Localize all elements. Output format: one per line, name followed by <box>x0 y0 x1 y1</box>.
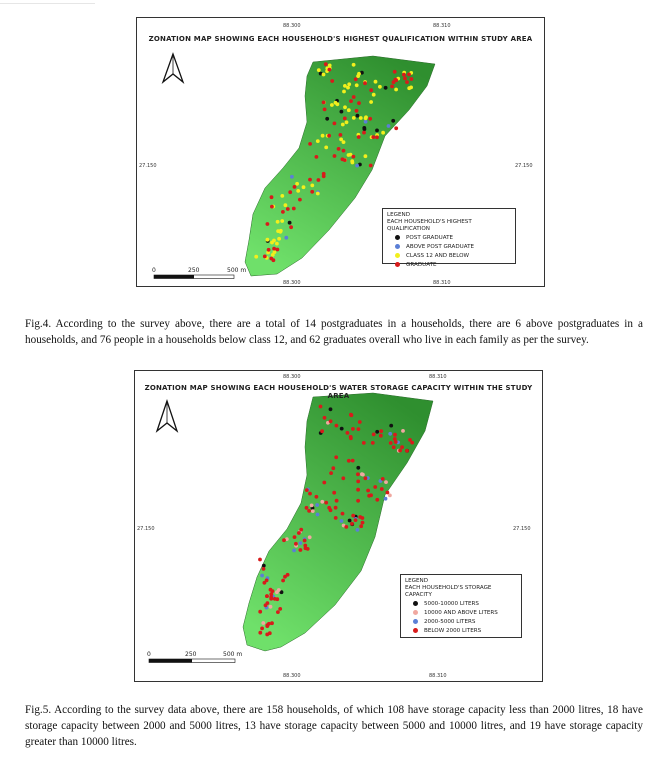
household-point <box>282 538 286 542</box>
household-point <box>278 607 282 611</box>
household-point <box>374 80 378 84</box>
household-point <box>369 164 373 168</box>
coord-top-left: 88.300 <box>283 374 301 380</box>
household-point <box>316 139 320 143</box>
household-point <box>341 123 345 127</box>
household-point <box>269 257 273 261</box>
coord-right: 27.150 <box>515 163 533 169</box>
household-point <box>357 101 361 105</box>
household-point <box>351 514 355 518</box>
household-point <box>409 86 413 90</box>
household-point <box>348 519 352 523</box>
household-point <box>271 253 275 257</box>
household-point <box>315 495 319 499</box>
figure4-map <box>136 17 545 287</box>
household-point <box>320 500 324 504</box>
scale-label-0: 0 <box>152 267 156 274</box>
household-point <box>364 154 368 158</box>
household-point <box>322 172 326 176</box>
household-point <box>368 117 372 121</box>
household-point <box>262 567 266 571</box>
household-point <box>304 546 308 550</box>
household-point <box>346 431 350 435</box>
coord-top-right: 88.310 <box>433 23 451 29</box>
scale-bar <box>149 659 235 663</box>
household-point <box>347 459 351 463</box>
household-point <box>286 573 290 577</box>
legend-item: 2000-5000 LITERS <box>405 617 517 626</box>
household-point <box>375 129 379 133</box>
household-point <box>369 88 373 92</box>
household-point <box>405 80 409 84</box>
household-point <box>324 62 328 66</box>
household-point <box>266 222 270 226</box>
household-point <box>351 459 355 463</box>
household-point <box>340 519 344 523</box>
household-point <box>299 528 303 532</box>
household-point <box>270 195 274 199</box>
household-point <box>334 516 338 520</box>
household-point <box>355 109 359 113</box>
household-point <box>356 488 360 492</box>
household-point <box>292 549 296 553</box>
household-point <box>384 86 388 90</box>
household-point <box>335 424 339 428</box>
legend-item: 10000 AND ABOVE LITERS <box>405 608 517 617</box>
map-legend <box>382 208 516 268</box>
household-point <box>350 522 354 526</box>
household-point <box>375 430 379 434</box>
household-point <box>272 239 276 243</box>
household-point <box>265 624 269 628</box>
household-point <box>269 595 273 599</box>
household-point <box>311 509 315 513</box>
household-point <box>275 597 279 601</box>
household-point <box>308 178 312 182</box>
household-point <box>371 441 375 445</box>
household-point <box>408 438 412 442</box>
household-point <box>393 433 397 437</box>
household-point <box>344 525 348 529</box>
household-point <box>375 498 379 502</box>
legend-heading: LEGEND <box>405 578 429 584</box>
household-point <box>342 90 346 94</box>
household-point <box>392 445 396 449</box>
household-point <box>371 135 375 139</box>
scale-label-500: 500 m <box>223 651 243 658</box>
household-point <box>322 73 326 77</box>
household-point <box>356 114 360 118</box>
household-point <box>394 440 398 444</box>
household-point <box>372 93 376 97</box>
household-point <box>347 82 351 86</box>
household-point <box>394 78 398 82</box>
household-point <box>308 492 312 496</box>
figure5-caption: Fig.5. According to the survey data above, there are 158 households, of which 108 have storage capacity less than 2000 litres, 18 have storage capacity between 2000 and 5000 litres, 13 have storage capacity between 5000 and 10000 litres, and 19 have storage capacity greater than 10000 litres. <box>25 704 643 748</box>
legend-item: CLASS 12 AND BELOW <box>387 251 511 260</box>
household-point <box>328 68 332 72</box>
household-point <box>361 521 365 525</box>
household-point <box>275 590 279 594</box>
household-point <box>351 161 355 165</box>
household-point <box>284 236 288 240</box>
household-point <box>359 116 363 120</box>
household-point <box>267 248 271 252</box>
household-point <box>334 506 338 510</box>
household-point <box>352 63 356 67</box>
household-point <box>384 497 388 501</box>
household-point <box>270 621 274 625</box>
household-point <box>322 101 326 105</box>
household-point <box>281 210 285 214</box>
household-point <box>390 85 394 89</box>
household-point <box>260 574 264 578</box>
household-point <box>308 535 312 539</box>
household-point <box>288 190 292 194</box>
household-point <box>343 105 347 109</box>
household-point <box>384 480 388 484</box>
top-rule <box>0 3 95 4</box>
scale-label-500: 500 m <box>227 267 247 274</box>
household-point <box>268 631 272 635</box>
legend-item: 5000-10000 LITERS <box>405 599 517 608</box>
coord-left: 27.150 <box>139 163 157 169</box>
legend-item: GRADUATE <box>387 260 511 269</box>
household-point <box>363 127 367 131</box>
figure5-map <box>134 370 543 682</box>
household-point <box>356 499 360 503</box>
legend-heading: LEGEND <box>387 212 411 218</box>
coord-left: 27.150 <box>137 526 155 532</box>
household-point <box>333 122 337 126</box>
household-point <box>272 247 276 251</box>
household-point <box>349 99 353 103</box>
legend-item: POST GRADUATE <box>387 233 511 242</box>
household-point <box>355 164 359 168</box>
household-point <box>381 131 385 135</box>
household-point <box>276 610 280 614</box>
household-point <box>373 485 377 489</box>
household-point <box>279 229 283 233</box>
household-point <box>292 207 296 211</box>
household-point <box>381 477 385 481</box>
household-point <box>339 133 343 137</box>
household-point <box>364 116 368 120</box>
coord-bottom-right: 88.310 <box>429 673 447 679</box>
household-point <box>305 506 309 510</box>
household-point <box>388 432 392 436</box>
household-point <box>352 155 356 159</box>
legend-swatch <box>413 628 418 633</box>
household-point <box>405 449 409 453</box>
coord-top-left: 88.300 <box>283 23 301 29</box>
household-point <box>389 424 393 428</box>
household-point <box>298 198 302 202</box>
household-point <box>265 594 269 598</box>
household-point <box>270 205 274 209</box>
household-point <box>310 184 314 188</box>
household-point <box>342 149 346 153</box>
household-point <box>386 491 390 495</box>
household-point <box>352 95 356 99</box>
legend-swatch <box>395 235 400 240</box>
household-point <box>398 449 402 453</box>
map-title: ZONATION MAP SHOWING EACH HOUSEHOLD'S HIGHEST QUALIFICATION WITHIN STUDY AREA <box>148 35 533 43</box>
household-point <box>366 489 370 493</box>
household-point <box>362 131 366 135</box>
household-point <box>389 441 393 445</box>
household-point <box>378 85 382 89</box>
household-point <box>275 242 279 246</box>
household-point <box>403 77 407 81</box>
household-point <box>352 116 356 120</box>
legend-item: ABOVE POST GRADUATE <box>387 242 511 251</box>
household-point <box>335 499 339 503</box>
household-point <box>332 491 336 495</box>
household-point <box>356 528 360 532</box>
household-point <box>323 416 327 420</box>
household-point <box>388 494 392 498</box>
household-point <box>299 548 303 552</box>
household-point <box>359 524 363 528</box>
household-point <box>288 221 292 225</box>
household-point <box>308 142 312 146</box>
household-point <box>320 429 324 433</box>
household-point <box>264 603 268 607</box>
household-point <box>357 427 361 431</box>
household-point <box>356 74 360 78</box>
household-point <box>277 237 281 241</box>
household-point <box>276 220 280 224</box>
household-point <box>263 581 267 585</box>
household-point <box>343 84 347 88</box>
household-point <box>401 429 405 433</box>
household-point <box>294 542 298 546</box>
household-point <box>351 427 355 431</box>
household-point <box>323 108 327 112</box>
household-point <box>269 588 273 592</box>
household-point <box>341 512 345 516</box>
household-point <box>284 203 288 207</box>
household-point <box>361 473 365 477</box>
household-point <box>315 503 319 507</box>
household-point <box>261 621 265 625</box>
household-point <box>393 70 397 74</box>
household-point <box>391 119 395 123</box>
legend-subheading: EACH HOUSEHOLD'S STORAGE CAPACITY <box>405 585 492 598</box>
household-point <box>295 182 299 186</box>
legend-swatch <box>413 619 418 624</box>
household-point <box>316 513 320 517</box>
coord-bottom-left: 88.300 <box>283 280 301 286</box>
household-point <box>303 539 307 543</box>
household-point <box>357 135 361 139</box>
household-point <box>307 509 311 513</box>
household-point <box>293 185 297 189</box>
household-point <box>363 81 367 85</box>
household-point <box>258 558 262 562</box>
household-point <box>343 117 347 121</box>
household-point <box>260 627 264 631</box>
household-point <box>316 192 320 196</box>
scale-label-250: 250 <box>188 267 200 274</box>
household-point <box>341 476 345 480</box>
household-point <box>254 255 258 259</box>
household-point <box>331 466 335 470</box>
household-point <box>355 83 359 87</box>
household-point <box>379 434 383 438</box>
household-point <box>269 605 273 609</box>
household-point <box>339 138 343 142</box>
household-point <box>337 147 341 151</box>
legend-swatch <box>413 601 418 606</box>
household-point <box>375 135 379 139</box>
household-point <box>334 455 338 459</box>
household-point <box>356 466 360 470</box>
household-point <box>343 158 347 162</box>
map-legend <box>400 574 522 638</box>
household-point <box>290 175 294 179</box>
household-point <box>293 535 297 539</box>
household-point <box>407 73 411 77</box>
household-point <box>280 194 284 198</box>
household-point <box>400 445 404 449</box>
household-point <box>369 100 373 104</box>
household-point <box>394 88 398 92</box>
household-point <box>330 103 334 107</box>
household-point <box>263 255 267 259</box>
household-point <box>364 476 368 480</box>
scale-label-0: 0 <box>147 651 151 658</box>
household-point <box>315 155 319 159</box>
household-point <box>329 407 333 411</box>
scale-label-250: 250 <box>185 651 197 658</box>
household-point <box>317 68 321 72</box>
household-point <box>280 219 284 223</box>
household-point <box>354 77 358 81</box>
household-point <box>305 488 309 492</box>
household-point <box>362 441 366 445</box>
household-point <box>302 185 306 189</box>
coord-right: 27.150 <box>513 526 531 532</box>
household-point <box>258 610 262 614</box>
household-point <box>394 126 398 130</box>
household-point <box>310 190 314 194</box>
legend-swatch <box>395 253 400 258</box>
household-point <box>372 433 376 437</box>
coord-bottom-left: 88.300 <box>283 673 301 679</box>
household-point <box>319 405 323 409</box>
household-point <box>324 501 328 505</box>
household-point <box>286 207 290 211</box>
household-point <box>258 631 262 635</box>
household-point <box>364 120 368 124</box>
household-point <box>356 472 360 476</box>
household-point <box>317 178 321 182</box>
legend-swatch <box>413 610 418 615</box>
coord-top-right: 88.310 <box>429 374 447 380</box>
household-point <box>334 101 338 105</box>
legend-subheading: EACH HOUSEHOLD'S HIGHEST QUALIFICATION <box>387 219 472 232</box>
household-point <box>329 419 333 423</box>
household-point <box>349 436 353 440</box>
household-point <box>340 110 344 114</box>
household-point <box>340 427 344 431</box>
household-point <box>327 506 331 510</box>
household-point <box>333 154 337 158</box>
household-point <box>380 487 384 491</box>
household-point <box>281 579 285 583</box>
household-point <box>276 248 280 252</box>
household-point <box>347 108 351 112</box>
household-point <box>350 413 354 417</box>
household-point <box>367 494 371 498</box>
household-point <box>324 146 328 150</box>
household-point <box>262 564 266 568</box>
household-point <box>379 429 383 433</box>
household-point <box>266 238 270 242</box>
coord-bottom-right: 88.310 <box>433 280 451 286</box>
household-point <box>354 518 358 522</box>
household-point <box>410 77 414 81</box>
scale-bar <box>154 275 234 279</box>
household-point <box>402 73 406 77</box>
legend-swatch <box>395 244 400 249</box>
household-point <box>330 79 334 83</box>
household-point <box>361 516 365 520</box>
household-point <box>296 189 300 193</box>
household-point <box>327 134 331 138</box>
household-point <box>329 471 333 475</box>
household-point <box>358 420 362 424</box>
household-point <box>356 480 360 484</box>
household-point <box>297 531 301 535</box>
household-point <box>299 541 303 545</box>
legend-item: BELOW 2000 LITERS <box>405 626 517 635</box>
household-point <box>310 504 314 508</box>
household-point <box>325 117 329 121</box>
legend-swatch <box>395 262 400 267</box>
household-point <box>321 134 325 138</box>
household-point <box>345 120 349 124</box>
household-point <box>322 481 326 485</box>
map-title: ZONATION MAP SHOWING EACH HOUSEHOLD'S WATER STORAGE CAPACITY WITHIN THE STUDY AREA <box>144 384 533 400</box>
household-point <box>387 124 391 128</box>
figure4-caption: Fig.4. According to the survey above, there are a total of 14 postgraduates in a households, there are 6 above postgraduates in a households, and 76 people in a households below class 12, and 62 graduates overall who live in each family as per the survey. <box>25 318 643 346</box>
household-point <box>289 225 293 229</box>
